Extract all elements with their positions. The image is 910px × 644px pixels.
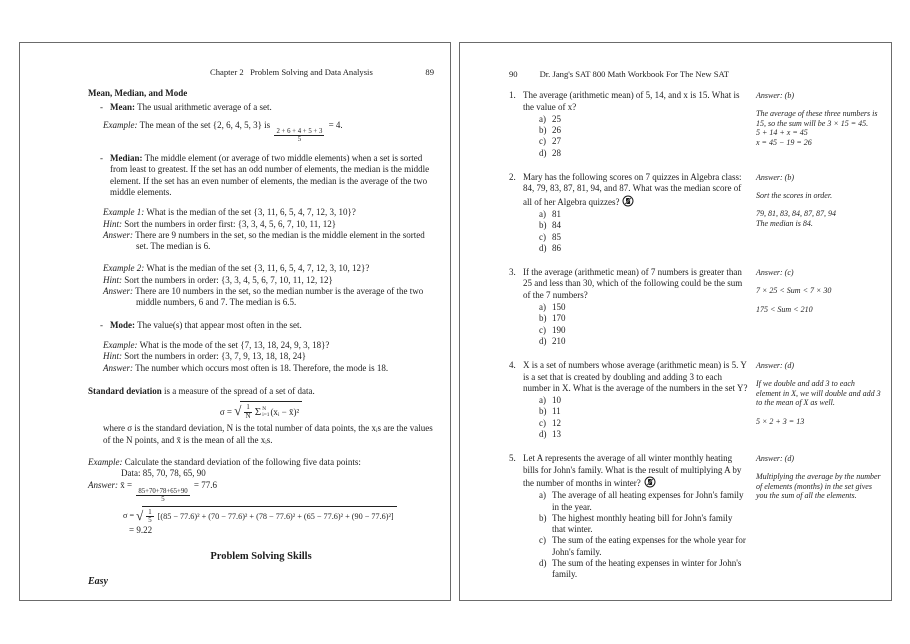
radical: √ $\frac{1}{N}$ Σ N i=1 (xᵢ − x̄)² [234,401,302,420]
answer-column [756,267,881,347]
hint-label: Hint: [103,351,122,362]
xbar-lhs: x̄ = [118,479,133,490]
formula-lhs: σ = [219,407,232,418]
bullet-dash: - [100,101,103,112]
data-points-line: Data: 85, 70, 78, 65, 90 [121,468,206,479]
answer-column [756,453,881,580]
right-running-header [509,69,881,80]
question-text: The average (arithmetic mean) of 5, 14, and x is 15. What is the value of x? [523,90,740,112]
std-example-mean-line [88,480,434,504]
choice-d: d) 86 [539,242,561,253]
explanation: Multiplying the average by the number of elements (months) in the set gives you the sum of all the elements. [756,472,881,501]
answer-choices [539,302,748,347]
question-text: Let A represents the average of all winter monthly heating bills for John's family. What is the result of multiplying A by the number of months in winter? [523,453,742,488]
explanation: 7 × 25 < Sum < 7 × 30 [756,285,832,295]
answer-label: Answer: [88,479,118,490]
example1-answer: There are 9 numbers in the set, so the median is the middle element in the sorted set. The median is 6. [133,229,425,252]
answer-label: Answer: [103,229,133,240]
hint-label: Hint: [103,218,122,229]
sigma-lhs: σ = [123,510,135,520]
example-label: Example: [103,119,138,130]
mode-example-answer: The number which occurs most often is 18. Therefore, the mode is 18. [133,362,389,373]
formula-body: (xᵢ − x̄)² [270,406,300,417]
mode-definition [88,320,434,331]
explanation: The average of these three numbers is 15, so the sum will be 3 × 15 = 45. [756,109,878,128]
radical: √ $\frac{1}{5}$ [(85 − 77.6)² + (70 − 77.6)² + (78 − 77.6)² + (65 − 77.6)² + (90 − 77.6)²] [136,506,397,525]
formula-fraction: $\frac{1}{N}$ [245,404,251,420]
question-number: 2. [509,172,516,183]
answer-line: Answer: (c) [756,268,794,278]
mean-calc-fraction: $\frac{85+70+78+65+90}{5}$ [138,487,188,504]
question-text: X is a set of numbers whose average (arithmetic mean) is 5. Y is a set that is created by doubling and adding 3 to each number in X. What is the average of the numbers in the set Y? [523,360,748,393]
mode-def-text: The value(s) that appear most often in the set. [135,319,302,330]
explanation: x = 45 − 19 = 26 [756,138,812,148]
median-term: Median: [110,153,143,164]
left-page [19,42,451,601]
choice-c: c) 12 [539,417,561,428]
explanation: 79, 81, 83, 84, 87, 87, 94 [756,209,836,219]
example2-label: Example 2: [103,263,145,274]
formula-legend: where σ is the standard deviation, N is the total number of data points, the xᵢs are the values of the N points, and x̄ is the mean of all the xᵢs. [103,423,433,445]
section-title: Mean, Median, and Mode [88,88,188,99]
example-label: Example: [103,339,138,350]
left-page-content [20,43,450,588]
std-example-text: Calculate the standard deviation of the following five data points: [122,456,361,467]
mode-example [103,340,434,374]
std-dev-def-text: is a measure of the spread of a set of data. [161,385,315,396]
bullet-dash: - [100,319,103,330]
mode-example-question: What is the mode of the set {7, 13, 18, 24, 9, 3, 18}? [137,339,330,350]
median-example-2 [103,263,434,308]
book-title: Dr. Jang's SAT 800 Math Workbook For The New SAT [539,69,730,79]
question-number: 3. [509,267,516,278]
no-calculator-icon [622,195,634,207]
question-text: If the average (arithmetic mean) of 7 numbers is greater than 25 and less than 30, which of the following could be the sum of the 7 numbers? [523,267,743,300]
choice-b: b) 170 [539,313,566,324]
summation-symbol: Σ N i=1 [254,405,270,419]
choice-c: c) The sum of the eating expenses for the whole year for John's family. [539,535,746,557]
answer-choices [539,114,748,159]
sigma-result: = 9.22 [129,524,153,535]
question-text: Mary has the following scores on 7 quizzes in Algebra class: 84, 79, 83, 87, 81, 94, and 87. What was the median score of all of her Algebra quizzes? [523,172,742,207]
choice-b: b) 84 [539,220,561,231]
answer-choices [539,209,748,254]
chapter-title: Chapter 2 Problem Solving and Data Analysis [210,67,373,77]
example-label: Example: [88,456,123,467]
choice-c: c) 190 [539,324,566,335]
choice-d: d) The sum of the heating expenses in winter for John's family. [539,557,742,580]
explanation: Sort the scores in order. [756,190,833,200]
mean-example-text: The mean of the set {2, 6, 4, 5, 3} is [137,119,271,130]
choice-a: a) 81 [539,208,561,219]
explanation: 175 < Sum < 210 [756,304,813,314]
right-page-content [460,43,891,581]
choice-a: a) 10 [539,395,561,406]
question-number: 5. [509,453,516,464]
mean-example-fraction: $\frac{2 + 6 + 4 + 5 + 3}{5}$ [276,127,323,144]
explanation: The median is 84. [756,219,813,229]
answer-label: Answer: [103,362,133,373]
question-number: 1. [509,90,516,101]
difficulty-label: Easy [88,576,108,588]
choice-d: d) 210 [539,335,566,346]
question-2 [509,172,881,254]
example2-answer: There are 10 numbers in the set, so the median number is the average of the two middle numbers, 6 and 7. The median is 6.5. [133,286,424,308]
choice-a: a) 25 [539,113,561,124]
choice-c: c) 85 [539,231,561,242]
mean-calc-result: = 77.6 [193,479,217,490]
left-page-number: 89 [425,67,434,77]
mean-example-result: = 4. [328,119,343,130]
choice-c: c) 27 [539,136,561,147]
choice-a: a) The average of all heating expenses for John's family in the year. [539,490,744,512]
median-example-1 [103,207,434,252]
choice-b: b) 11 [539,406,561,417]
example2-hint: Sort the numbers in order: {3, 3, 4, 5, 6, 7, 10, 11, 12, 12} [122,274,333,285]
std-dev-term: Standard deviation [88,385,162,396]
answer-choices [539,490,748,580]
left-running-header [210,67,434,78]
mean-definition [88,102,434,113]
choice-b: b) The highest monthly heating bill for John's family that winter. [539,512,733,535]
skills-section-title: Problem Solving Skills [210,551,312,563]
answer-column [756,172,881,254]
median-def-text: The middle element (or average of two middle elements) when a set is sorted from least to greatest. If the set has an odd number of elements, the median is the middle element. If the set has an even number of elements, the median is the average of the two middle elements. [110,153,430,197]
question-3 [509,267,881,347]
answer-line: Answer: (d) [756,361,794,371]
explanation: 5 × 2 + 3 = 13 [756,417,805,427]
mean-example [103,120,434,144]
example2-question: What is the median of the set {3, 11, 6, 5, 4, 7, 12, 3, 10, 12}? [144,263,370,274]
answer-column [756,360,881,440]
choice-b: b) 26 [539,125,561,136]
calc-body: [(85 − 77.6)² + (70 − 77.6)² + (78 − 77.6)² + (65 − 77.6)² + (90 − 77.6)²] [157,512,394,522]
choice-a: a) 150 [539,302,566,313]
choice-d: d) 13 [539,429,561,440]
example1-question: What is the median of the set {3, 11, 6, 5, 4, 7, 12, 3, 10}? [144,207,356,218]
answer-line: Answer: (b) [756,91,794,101]
answer-line: Answer: (d) [756,454,794,464]
sum-lower-bound: i=1 [262,412,270,419]
sum-upper-bound: N [262,406,267,413]
mean-def-text: The usual arithmetic average of a set. [135,101,272,112]
no-calculator-icon [644,476,656,488]
example1-hint: Sort the numbers in order first: {3, 3, 4, 5, 6, 7, 10, 11, 12} [122,218,337,229]
right-page [459,42,892,601]
choice-d: d) 28 [539,147,561,158]
bullet-dash: - [100,153,103,164]
mode-example-hint: Sort the numbers in order: {3, 7, 9, 13, 18, 18, 24} [122,351,307,362]
std-dev-formula [88,401,434,420]
explanation: If we double and add 3 to each element in X, we will double and add 3 to the mean of X as well. [756,378,881,408]
example1-label: Example 1: [103,207,145,218]
median-definition [88,153,434,198]
question-1 [509,90,881,159]
mode-term: Mode: [110,319,135,330]
answer-column [756,90,881,159]
answer-line: Answer: (b) [756,173,794,183]
answer-choices [539,395,748,440]
hint-label: Hint: [103,274,122,285]
question-number: 4. [509,360,516,371]
explanation: 5 + 14 + x = 45 [756,128,808,138]
right-page-number: 90 [509,69,518,79]
mean-term: Mean: [110,101,135,112]
std-dev-example [88,457,434,468]
sigma-calculation-line [123,506,434,525]
question-4 [509,360,881,440]
question-5 [509,453,881,580]
calc-fraction: $\frac{1}{5}$ [148,508,152,525]
answer-label: Answer: [103,286,133,297]
std-dev-definition [88,386,434,397]
